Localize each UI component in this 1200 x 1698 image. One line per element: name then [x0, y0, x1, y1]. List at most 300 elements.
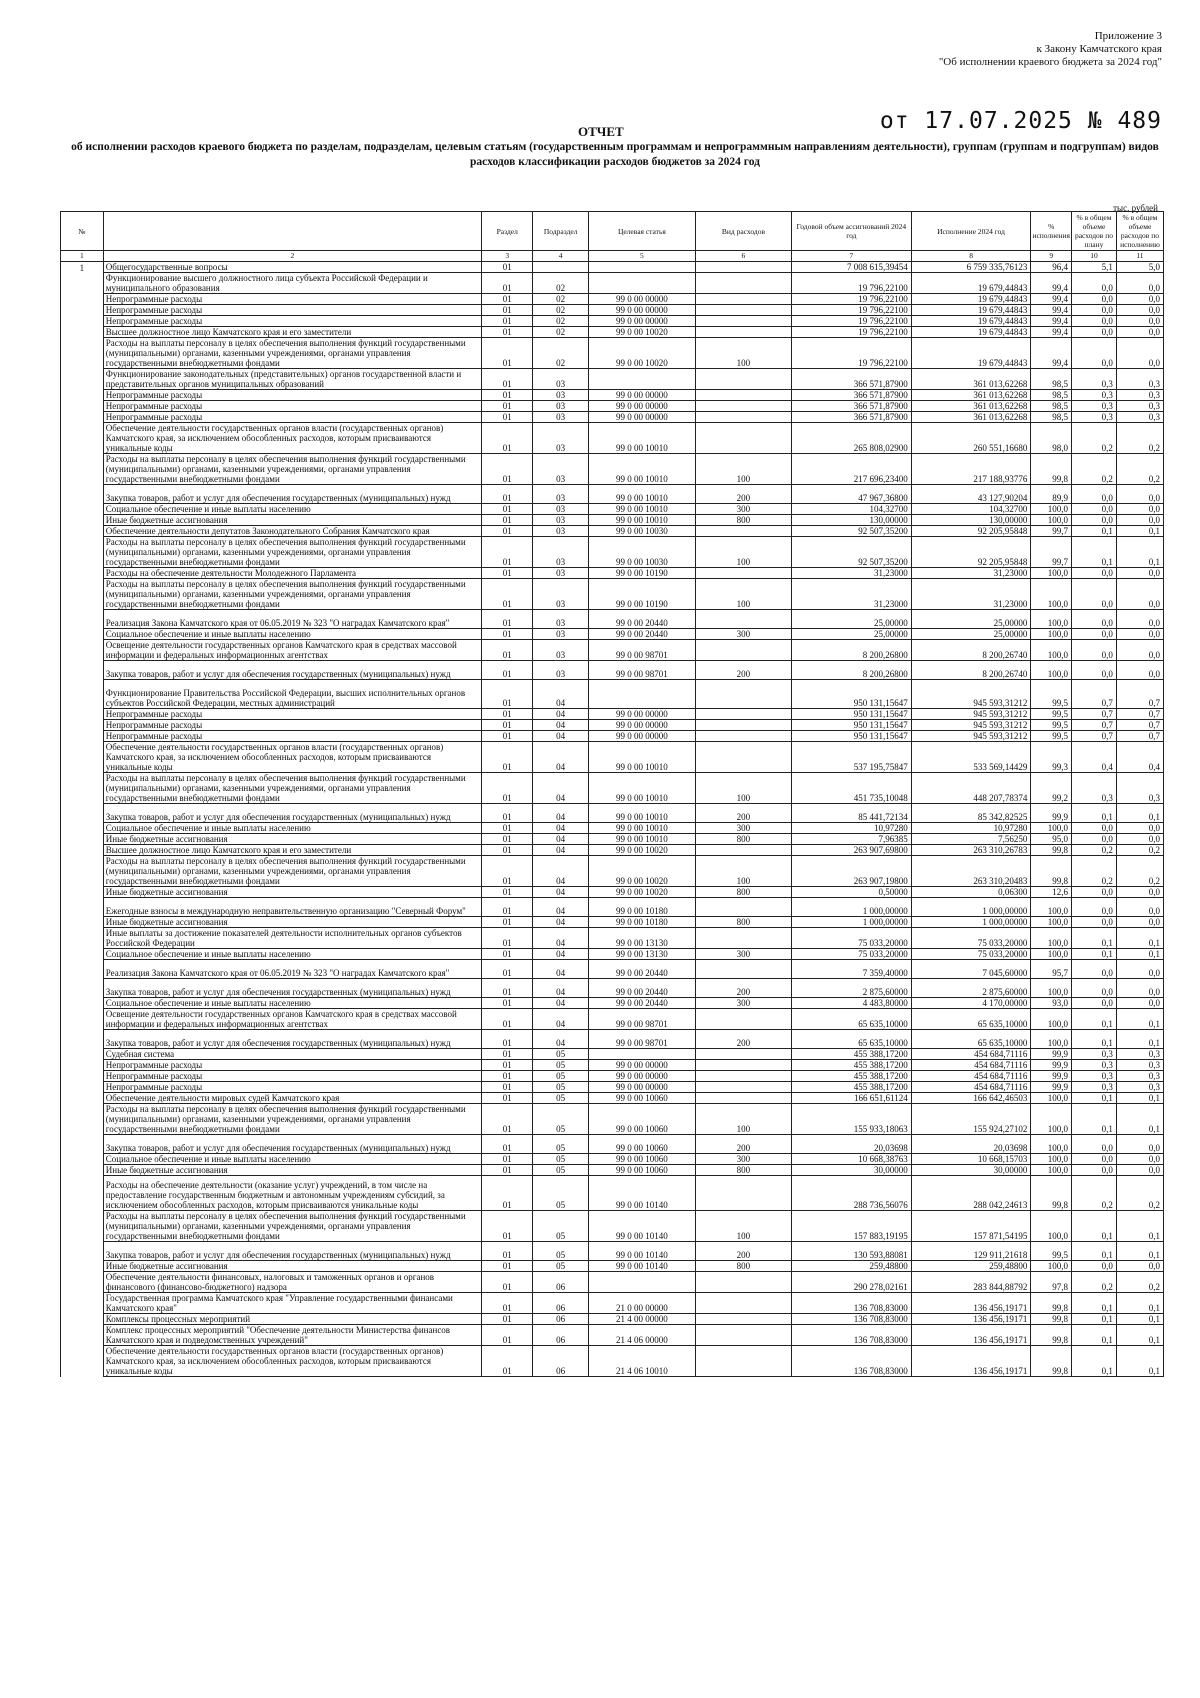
executed-amount: 454 684,71116 — [911, 1082, 1031, 1093]
executed-amount: 19 679,44843 — [911, 294, 1031, 305]
section-code: 01 — [482, 1293, 533, 1314]
section-code: 01 — [482, 1049, 533, 1060]
share-of-execution: 0,2 — [1116, 454, 1163, 485]
execution-percent: 99,8 — [1031, 856, 1072, 887]
executed-amount: 25,00000 — [911, 629, 1031, 640]
subsection-code: 05 — [533, 1082, 589, 1093]
executed-amount: 288 042,24613 — [911, 1176, 1031, 1211]
planned-amount: 537 195,75847 — [792, 742, 912, 773]
table-row — [61, 294, 1164, 305]
expense-name: Обеспечение деятельности государственных органов власти (государственных органов) Камчатского края, за исключением обособленных расходов, которым присваиваются уникальные коды — [103, 1346, 481, 1377]
expense-name: Закупка товаров, работ и услуг для обеспечения государственных (муниципальных) нужд — [103, 804, 481, 823]
target-article-code — [588, 273, 695, 294]
share-of-execution: 0,7 — [1116, 731, 1163, 742]
section-code: 01 — [482, 1009, 533, 1030]
executed-amount: 263 310,20483 — [911, 856, 1031, 887]
table-row — [61, 661, 1164, 680]
execution-percent: 98,0 — [1031, 423, 1072, 454]
planned-amount: 166 651,61124 — [792, 1093, 912, 1104]
share-of-execution: 0,3 — [1116, 1060, 1163, 1071]
execution-percent: 100,0 — [1031, 640, 1072, 661]
execution-percent: 93,0 — [1031, 998, 1072, 1009]
row-number — [61, 917, 104, 928]
subsection-code: 03 — [533, 401, 589, 412]
executed-amount: 945 593,31212 — [911, 680, 1031, 709]
share-of-plan: 0,0 — [1072, 338, 1117, 369]
share-of-execution: 0,0 — [1116, 316, 1163, 327]
row-number — [61, 568, 104, 579]
subsection-code: 04 — [533, 928, 589, 949]
expense-type-code — [695, 1009, 791, 1030]
expense-name: Закупка товаров, работ и услуг для обеспечения государственных (муниципальных) нужд — [103, 979, 481, 998]
subsection-code: 06 — [533, 1293, 589, 1314]
target-article-code: 99 0 00 10010 — [588, 485, 695, 504]
share-of-execution: 0,1 — [1116, 804, 1163, 823]
expense-name: Реализация Закона Камчатского края от 06.05.2019 № 323 "О наградах Камчатского края" — [103, 960, 481, 979]
expense-name: Обеспечение деятельности государственных органов власти (государственных органов) Камчатского края, за исключением обособленных расходов, которым присваиваются уникальные коды — [103, 742, 481, 773]
expense-type-code: 800 — [695, 1165, 791, 1176]
executed-amount: 263 310,26783 — [911, 845, 1031, 856]
section-code: 01 — [482, 949, 533, 960]
expense-type-code — [695, 369, 791, 390]
share-of-execution: 0,1 — [1116, 949, 1163, 960]
expense-name: Обеспечение деятельности депутатов Законодательного Собрания Камчатского края — [103, 526, 481, 537]
subsection-code: 04 — [533, 917, 589, 928]
subsection-code: 04 — [533, 1030, 589, 1049]
expense-type-code — [695, 709, 791, 720]
expense-name: Непрограммные расходы — [103, 401, 481, 412]
subsection-code: 05 — [533, 1060, 589, 1071]
column-number: 6 — [695, 251, 791, 262]
target-article-code: 99 0 00 10010 — [588, 834, 695, 845]
expense-type-code: 200 — [695, 1135, 791, 1154]
row-number — [61, 423, 104, 454]
section-code: 01 — [482, 709, 533, 720]
expense-type-code — [695, 412, 791, 423]
executed-amount: 85 342,82525 — [911, 804, 1031, 823]
share-of-plan: 0,0 — [1072, 960, 1117, 979]
share-of-execution: 0,7 — [1116, 709, 1163, 720]
planned-amount: 4 483,80000 — [792, 998, 912, 1009]
executed-amount: 136 456,19171 — [911, 1346, 1031, 1377]
section-code: 01 — [482, 1104, 533, 1135]
share-of-execution: 0,0 — [1116, 661, 1163, 680]
execution-percent: 100,0 — [1031, 1104, 1072, 1135]
subsection-code: 02 — [533, 305, 589, 316]
table-row — [61, 1030, 1164, 1049]
expense-name: Расходы на выплаты персоналу в целях обеспечения выполнения функций государственными (муниципальными) органами, казенными учреждениями, органами управления государственными внебюджетными фондами — [103, 454, 481, 485]
executed-amount: 361 013,62268 — [911, 412, 1031, 423]
expense-name: Судебная система — [103, 1049, 481, 1060]
execution-percent: 100,0 — [1031, 629, 1072, 640]
share-of-execution: 0,2 — [1116, 423, 1163, 454]
section-code: 01 — [482, 1154, 533, 1165]
planned-amount: 290 278,02161 — [792, 1272, 912, 1293]
row-number — [61, 1154, 104, 1165]
expense-type-code: 100 — [695, 338, 791, 369]
expense-type-code — [695, 640, 791, 661]
expense-name: Обеспечение деятельности государственных органов власти (государственных органов) Камчатского края, за исключением обособленных расходов, которым присваиваются уникальные коды — [103, 423, 481, 454]
expense-name: Непрограммные расходы — [103, 1082, 481, 1093]
execution-percent: 99,4 — [1031, 327, 1072, 338]
expense-type-code: 200 — [695, 1242, 791, 1261]
row-number — [61, 823, 104, 834]
expense-type-code — [695, 845, 791, 856]
execution-percent: 100,0 — [1031, 610, 1072, 629]
expense-type-code: 800 — [695, 1261, 791, 1272]
subsection-code: 05 — [533, 1165, 589, 1176]
executed-amount: 6 759 335,76123 — [911, 262, 1031, 273]
expense-type-code — [695, 294, 791, 305]
planned-amount: 30,00000 — [792, 1165, 912, 1176]
share-of-execution: 0,3 — [1116, 369, 1163, 390]
table-row — [61, 610, 1164, 629]
row-number — [61, 390, 104, 401]
share-of-plan: 0,1 — [1072, 1093, 1117, 1104]
execution-percent: 99,8 — [1031, 1176, 1072, 1211]
subsection-code: 03 — [533, 390, 589, 401]
share-of-execution: 0,2 — [1116, 856, 1163, 887]
subsection-code: 04 — [533, 680, 589, 709]
section-code: 01 — [482, 845, 533, 856]
executed-amount: 10 668,15703 — [911, 1154, 1031, 1165]
table-row — [61, 338, 1164, 369]
expense-type-code: 100 — [695, 537, 791, 568]
target-article-code: 99 0 00 00000 — [588, 316, 695, 327]
column-number: 5 — [588, 251, 695, 262]
share-of-execution: 0,0 — [1116, 515, 1163, 526]
table-row — [61, 537, 1164, 568]
executed-amount: 31,23000 — [911, 579, 1031, 610]
table-row — [61, 1165, 1164, 1176]
table-row — [61, 568, 1164, 579]
subsection-code: 04 — [533, 845, 589, 856]
column-number: 2 — [103, 251, 481, 262]
expense-name: Ежегодные взносы в международную неправительственную организацию "Северный Форум" — [103, 898, 481, 917]
expense-name: Иные бюджетные ассигнования — [103, 917, 481, 928]
row-number — [61, 526, 104, 537]
subsection-code — [533, 262, 589, 273]
table-row — [61, 401, 1164, 412]
executed-amount: 7,56250 — [911, 834, 1031, 845]
column-number-row — [61, 251, 1164, 262]
table-row — [61, 1082, 1164, 1093]
section-code: 01 — [482, 390, 533, 401]
table-row — [61, 579, 1164, 610]
target-article-code: 99 0 00 10010 — [588, 804, 695, 823]
planned-amount: 1 000,00000 — [792, 898, 912, 917]
expense-type-code: 800 — [695, 887, 791, 898]
planned-amount: 455 388,17200 — [792, 1082, 912, 1093]
share-of-plan: 0,1 — [1072, 1030, 1117, 1049]
expense-name: Непрограммные расходы — [103, 731, 481, 742]
share-of-execution: 0,0 — [1116, 960, 1163, 979]
execution-percent: 99,8 — [1031, 845, 1072, 856]
subsection-code: 03 — [533, 537, 589, 568]
share-of-plan: 0,0 — [1072, 629, 1117, 640]
subsection-code: 02 — [533, 316, 589, 327]
table-row — [61, 1049, 1164, 1060]
execution-percent: 99,8 — [1031, 1325, 1072, 1346]
expense-name: Социальное обеспечение и иные выплаты населению — [103, 629, 481, 640]
column-header: Раздел — [482, 212, 533, 251]
subsection-code: 04 — [533, 804, 589, 823]
row-number — [61, 369, 104, 390]
execution-percent: 100,0 — [1031, 661, 1072, 680]
table-row — [61, 305, 1164, 316]
section-code: 01 — [482, 661, 533, 680]
row-number — [61, 856, 104, 887]
expense-name: Комплексы процессных мероприятий — [103, 1314, 481, 1325]
table-row — [61, 680, 1164, 709]
appendix-line: Приложение 3 — [1094, 30, 1162, 42]
expense-name: Социальное обеспечение и иные выплаты населению — [103, 998, 481, 1009]
planned-amount: 19 796,22100 — [792, 316, 912, 327]
share-of-plan: 0,1 — [1072, 1325, 1117, 1346]
planned-amount: 455 388,17200 — [792, 1049, 912, 1060]
table-row — [61, 917, 1164, 928]
expense-type-code — [695, 390, 791, 401]
expense-type-code — [695, 720, 791, 731]
subsection-code: 04 — [533, 887, 589, 898]
subsection-code: 04 — [533, 1009, 589, 1030]
share-of-execution: 0,0 — [1116, 898, 1163, 917]
table-row — [61, 526, 1164, 537]
column-header: Целевая статья — [588, 212, 695, 251]
expense-type-code — [695, 401, 791, 412]
execution-percent: 99,9 — [1031, 804, 1072, 823]
target-article-code: 99 0 00 10030 — [588, 526, 695, 537]
target-article-code: 99 0 00 10020 — [588, 856, 695, 887]
section-code: 01 — [482, 804, 533, 823]
expense-type-code — [695, 1176, 791, 1211]
section-code: 01 — [482, 834, 533, 845]
executed-amount: 19 679,44843 — [911, 327, 1031, 338]
expense-name: Расходы на выплаты персоналу в целях обеспечения выполнения функций государственными (муниципальными) органами, казенными учреждениями, органами управления государственными внебюджетными фондами — [103, 579, 481, 610]
table-row — [61, 1071, 1164, 1082]
share-of-execution: 0,0 — [1116, 610, 1163, 629]
executed-amount: 129 911,21618 — [911, 1242, 1031, 1261]
target-article-code: 99 0 00 10010 — [588, 773, 695, 804]
share-of-execution: 0,1 — [1116, 1093, 1163, 1104]
expense-name: Закупка товаров, работ и услуг для обеспечения государственных (муниципальных) нужд — [103, 661, 481, 680]
target-article-code: 99 0 00 00000 — [588, 294, 695, 305]
share-of-execution: 0,2 — [1116, 1272, 1163, 1293]
target-article-code: 99 0 00 10020 — [588, 887, 695, 898]
table-row — [61, 804, 1164, 823]
table-row — [61, 998, 1164, 1009]
row-number — [61, 1093, 104, 1104]
planned-amount: 8 200,26800 — [792, 640, 912, 661]
share-of-execution: 0,0 — [1116, 834, 1163, 845]
column-header: Исполнение 2024 год — [911, 212, 1031, 251]
table-row — [61, 412, 1164, 423]
planned-amount: 366 571,87900 — [792, 369, 912, 390]
share-of-execution: 0,3 — [1116, 401, 1163, 412]
share-of-plan: 0,1 — [1072, 1242, 1117, 1261]
target-article-code: 99 0 00 10140 — [588, 1242, 695, 1261]
execution-percent: 99,5 — [1031, 720, 1072, 731]
share-of-execution: 0,0 — [1116, 579, 1163, 610]
expense-type-code: 300 — [695, 998, 791, 1009]
planned-amount: 19 796,22100 — [792, 305, 912, 316]
target-article-code: 99 0 00 10060 — [588, 1165, 695, 1176]
table-row — [61, 823, 1164, 834]
executed-amount: 19 679,44843 — [911, 338, 1031, 369]
execution-percent: 99,5 — [1031, 1242, 1072, 1261]
table-row — [61, 1093, 1164, 1104]
expense-type-code — [695, 1314, 791, 1325]
expense-type-code: 300 — [695, 1154, 791, 1165]
execution-percent: 99,9 — [1031, 1082, 1072, 1093]
target-article-code: 99 0 00 10010 — [588, 423, 695, 454]
target-article-code — [588, 1272, 695, 1293]
execution-percent: 99,7 — [1031, 537, 1072, 568]
table-row — [61, 369, 1164, 390]
table-row — [61, 327, 1164, 338]
share-of-execution: 0,1 — [1116, 1314, 1163, 1325]
executed-amount: 1 000,00000 — [911, 898, 1031, 917]
share-of-execution: 0,0 — [1116, 294, 1163, 305]
share-of-execution: 0,1 — [1116, 1346, 1163, 1377]
target-article-code: 99 0 00 98701 — [588, 1009, 695, 1030]
expense-name: Непрограммные расходы — [103, 709, 481, 720]
share-of-plan: 0,7 — [1072, 731, 1117, 742]
target-article-code: 99 0 00 10060 — [588, 1135, 695, 1154]
subsection-code: 04 — [533, 834, 589, 845]
expense-type-code — [695, 305, 791, 316]
share-of-plan: 0,3 — [1072, 1060, 1117, 1071]
column-number: 7 — [792, 251, 912, 262]
planned-amount: 950 131,15647 — [792, 680, 912, 709]
subsection-code: 03 — [533, 629, 589, 640]
expense-name: Закупка товаров, работ и услуг для обеспечения государственных (муниципальных) нужд — [103, 1135, 481, 1154]
executed-amount: 136 456,19171 — [911, 1314, 1031, 1325]
column-header: Подраздел — [533, 212, 589, 251]
section-code: 01 — [482, 731, 533, 742]
share-of-plan: 0,1 — [1072, 1211, 1117, 1242]
subsection-code: 05 — [533, 1049, 589, 1060]
subsection-code: 04 — [533, 823, 589, 834]
expense-type-code: 100 — [695, 856, 791, 887]
planned-amount: 31,23000 — [792, 579, 912, 610]
execution-percent: 99,8 — [1031, 454, 1072, 485]
row-number — [61, 1049, 104, 1060]
expense-type-code — [695, 262, 791, 273]
expense-type-code — [695, 423, 791, 454]
share-of-execution: 0,3 — [1116, 412, 1163, 423]
share-of-plan: 0,3 — [1072, 369, 1117, 390]
table-row — [61, 1272, 1164, 1293]
share-of-plan: 0,0 — [1072, 294, 1117, 305]
target-article-code: 99 0 00 10190 — [588, 579, 695, 610]
executed-amount: 454 684,71116 — [911, 1060, 1031, 1071]
planned-amount: 7,96385 — [792, 834, 912, 845]
section-code: 01 — [482, 720, 533, 731]
share-of-execution: 0,2 — [1116, 1176, 1163, 1211]
share-of-execution: 0,1 — [1116, 1030, 1163, 1049]
execution-percent: 98,5 — [1031, 401, 1072, 412]
expense-name: Социальное обеспечение и иные выплаты населению — [103, 1154, 481, 1165]
table-row — [61, 316, 1164, 327]
expense-name: Непрограммные расходы — [103, 316, 481, 327]
subsection-code: 03 — [533, 423, 589, 454]
executed-amount: 130,00000 — [911, 515, 1031, 526]
target-article-code: 99 0 00 00000 — [588, 412, 695, 423]
section-code: 01 — [482, 1261, 533, 1272]
executed-amount: 166 642,46503 — [911, 1093, 1031, 1104]
row-number — [61, 629, 104, 640]
executed-amount: 259,48800 — [911, 1261, 1031, 1272]
subsection-code: 03 — [533, 369, 589, 390]
share-of-execution: 0,3 — [1116, 773, 1163, 804]
share-of-plan: 0,3 — [1072, 1071, 1117, 1082]
target-article-code: 99 0 00 10030 — [588, 537, 695, 568]
target-article-code: 99 0 00 10140 — [588, 1211, 695, 1242]
section-code: 01 — [482, 316, 533, 327]
section-code: 01 — [482, 1030, 533, 1049]
target-article-code: 99 0 00 10020 — [588, 845, 695, 856]
executed-amount: 260 551,16680 — [911, 423, 1031, 454]
share-of-execution: 0,0 — [1116, 305, 1163, 316]
planned-amount: 259,48800 — [792, 1261, 912, 1272]
section-code: 01 — [482, 262, 533, 273]
table-row — [61, 1346, 1164, 1377]
section-code: 01 — [482, 412, 533, 423]
expense-name: Иные бюджетные ассигнования — [103, 1165, 481, 1176]
row-number — [61, 485, 104, 504]
executed-amount: 19 679,44843 — [911, 273, 1031, 294]
expense-name: Непрограммные расходы — [103, 305, 481, 316]
target-article-code: 99 0 00 00000 — [588, 1060, 695, 1071]
row-number — [61, 305, 104, 316]
target-article-code: 99 0 00 00000 — [588, 720, 695, 731]
execution-percent: 99,4 — [1031, 316, 1072, 327]
section-code: 01 — [482, 960, 533, 979]
planned-amount: 950 131,15647 — [792, 709, 912, 720]
executed-amount: 19 679,44843 — [911, 316, 1031, 327]
expense-name: Иные бюджетные ассигнования — [103, 515, 481, 526]
share-of-execution: 0,1 — [1116, 1325, 1163, 1346]
subsection-code: 02 — [533, 294, 589, 305]
table-row — [61, 949, 1164, 960]
execution-percent: 100,0 — [1031, 823, 1072, 834]
execution-percent: 100,0 — [1031, 1009, 1072, 1030]
execution-percent: 99,4 — [1031, 338, 1072, 369]
execution-percent: 98,5 — [1031, 369, 1072, 390]
table-row — [61, 1314, 1164, 1325]
appendix-line: "Об исполнении краевого бюджета за 2024 год" — [938, 56, 1162, 68]
execution-percent: 95,0 — [1031, 834, 1072, 845]
execution-percent: 99,2 — [1031, 773, 1072, 804]
planned-amount: 136 708,83000 — [792, 1314, 912, 1325]
share-of-plan: 0,3 — [1072, 1049, 1117, 1060]
row-number — [61, 960, 104, 979]
expense-name: Непрограммные расходы — [103, 1071, 481, 1082]
row-number — [61, 454, 104, 485]
expense-type-code: 200 — [695, 804, 791, 823]
section-code: 01 — [482, 369, 533, 390]
table-row — [61, 709, 1164, 720]
planned-amount: 950 131,15647 — [792, 731, 912, 742]
table-row — [61, 834, 1164, 845]
expense-name: Непрограммные расходы — [103, 390, 481, 401]
subsection-code: 04 — [533, 898, 589, 917]
execution-percent: 99,4 — [1031, 305, 1072, 316]
target-article-code: 99 0 00 00000 — [588, 1082, 695, 1093]
planned-amount: 455 388,17200 — [792, 1071, 912, 1082]
row-number — [61, 1071, 104, 1082]
